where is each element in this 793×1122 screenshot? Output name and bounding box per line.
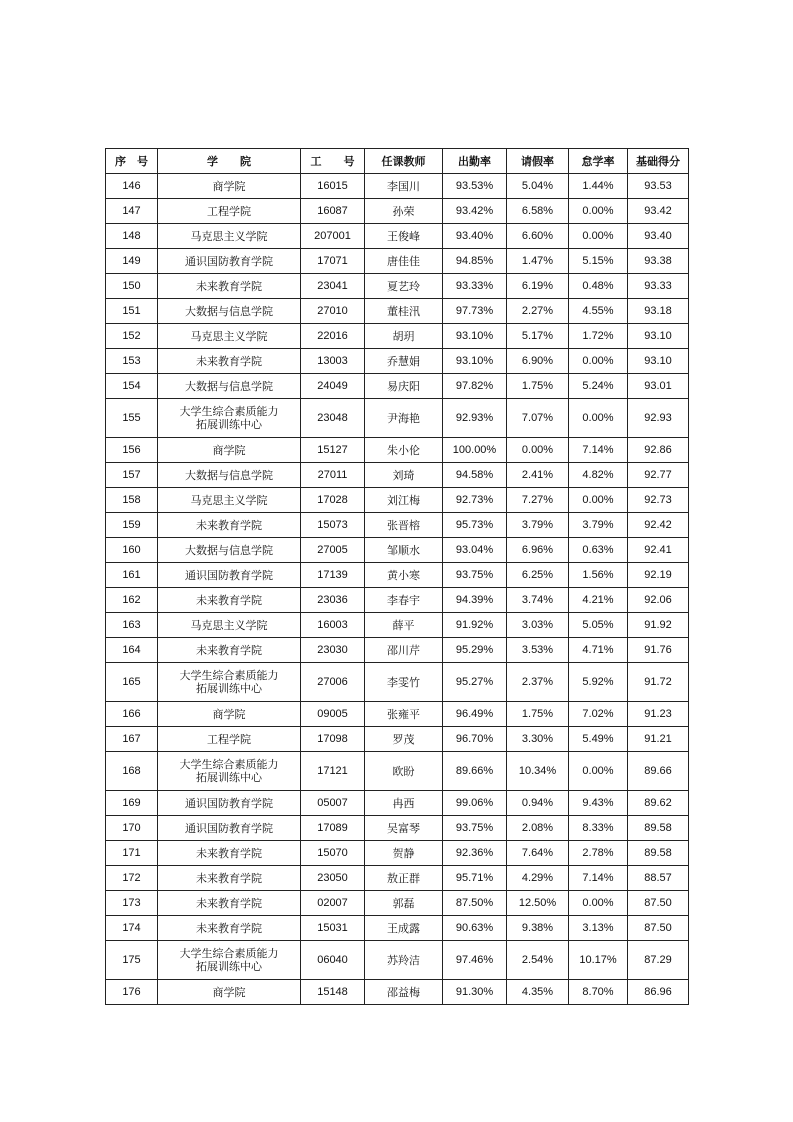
cell-attendance-rate: 92.93% xyxy=(443,399,507,438)
cell-college: 商学院 xyxy=(158,174,301,199)
table-row xyxy=(106,463,689,488)
cell-leave-rate: 0.94% xyxy=(507,791,569,816)
cell-employee-id: 15031 xyxy=(301,916,365,941)
cell-teacher: 苏羚洁 xyxy=(365,941,443,980)
cell-base-score: 92.42 xyxy=(628,513,689,538)
cell-idx: 166 xyxy=(106,702,158,727)
cell-attendance-rate: 100.00% xyxy=(443,438,507,463)
table-body xyxy=(106,174,689,1005)
cell-base-score: 89.62 xyxy=(628,791,689,816)
cell-college: 大数据与信息学院 xyxy=(158,374,301,399)
cell-teacher: 张晋榕 xyxy=(365,513,443,538)
cell-base-score: 93.18 xyxy=(628,299,689,324)
table-row xyxy=(106,563,689,588)
table-row xyxy=(106,324,689,349)
table-row xyxy=(106,727,689,752)
cell-attendance-rate: 96.70% xyxy=(443,727,507,752)
cell-employee-id: 09005 xyxy=(301,702,365,727)
cell-attendance-rate: 92.36% xyxy=(443,841,507,866)
cell-idx: 167 xyxy=(106,727,158,752)
cell-truancy-rate: 1.72% xyxy=(569,324,628,349)
table-row xyxy=(106,399,689,438)
cell-employee-id: 05007 xyxy=(301,791,365,816)
table-row xyxy=(106,980,689,1005)
table-row xyxy=(106,638,689,663)
cell-employee-id: 15070 xyxy=(301,841,365,866)
cell-leave-rate: 3.79% xyxy=(507,513,569,538)
cell-truancy-rate: 0.00% xyxy=(569,891,628,916)
cell-base-score: 93.33 xyxy=(628,274,689,299)
table-row xyxy=(106,816,689,841)
cell-truancy-rate: 0.00% xyxy=(569,488,628,513)
cell-teacher: 胡玥 xyxy=(365,324,443,349)
cell-teacher: 吴富琴 xyxy=(365,816,443,841)
cell-truancy-rate: 7.02% xyxy=(569,702,628,727)
cell-teacher: 乔慧娟 xyxy=(365,349,443,374)
cell-leave-rate: 1.75% xyxy=(507,702,569,727)
cell-employee-id: 23041 xyxy=(301,274,365,299)
cell-truancy-rate: 4.71% xyxy=(569,638,628,663)
cell-attendance-rate: 93.04% xyxy=(443,538,507,563)
college-line-1: 大学生综合素质能力 xyxy=(179,405,279,418)
cell-teacher: 刘琦 xyxy=(365,463,443,488)
cell-idx: 164 xyxy=(106,638,158,663)
cell-base-score: 89.58 xyxy=(628,816,689,841)
cell-truancy-rate: 0.63% xyxy=(569,538,628,563)
cell-truancy-rate: 3.79% xyxy=(569,513,628,538)
cell-attendance-rate: 95.29% xyxy=(443,638,507,663)
cell-college: 工程学院 xyxy=(158,727,301,752)
cell-truancy-rate: 1.56% xyxy=(569,563,628,588)
cell-college: 未来教育学院 xyxy=(158,588,301,613)
cell-truancy-rate: 7.14% xyxy=(569,438,628,463)
cell-leave-rate: 1.75% xyxy=(507,374,569,399)
cell-college: 通识国防教育学院 xyxy=(158,816,301,841)
cell-truancy-rate: 7.14% xyxy=(569,866,628,891)
cell-teacher: 夏艺玲 xyxy=(365,274,443,299)
cell-college: 未来教育学院 xyxy=(158,841,301,866)
cell-leave-rate: 4.29% xyxy=(507,866,569,891)
header-truancy: 怠学率 xyxy=(569,149,628,174)
cell-teacher: 唐佳佳 xyxy=(365,249,443,274)
cell-teacher: 黄小寒 xyxy=(365,563,443,588)
cell-attendance-rate: 93.33% xyxy=(443,274,507,299)
cell-employee-id: 22016 xyxy=(301,324,365,349)
cell-truancy-rate: 5.15% xyxy=(569,249,628,274)
table-row xyxy=(106,588,689,613)
cell-college: 马克思主义学院 xyxy=(158,324,301,349)
cell-idx: 159 xyxy=(106,513,158,538)
cell-college: 未来教育学院 xyxy=(158,891,301,916)
cell-idx: 176 xyxy=(106,980,158,1005)
table-header-row xyxy=(106,149,689,174)
cell-idx: 152 xyxy=(106,324,158,349)
cell-leave-rate: 3.53% xyxy=(507,638,569,663)
cell-idx: 165 xyxy=(106,663,158,702)
cell-teacher: 欧盼 xyxy=(365,752,443,791)
cell-attendance-rate: 91.30% xyxy=(443,980,507,1005)
table-row xyxy=(106,374,689,399)
table-row xyxy=(106,791,689,816)
cell-college: 未来教育学院 xyxy=(158,274,301,299)
cell-truancy-rate: 0.00% xyxy=(569,349,628,374)
cell-college: 未来教育学院 xyxy=(158,866,301,891)
cell-idx: 149 xyxy=(106,249,158,274)
cell-college: 商学院 xyxy=(158,980,301,1005)
cell-attendance-rate: 93.75% xyxy=(443,563,507,588)
cell-idx: 173 xyxy=(106,891,158,916)
college-line-1: 大学生综合素质能力 xyxy=(179,758,279,771)
table-row xyxy=(106,941,689,980)
cell-idx: 172 xyxy=(106,866,158,891)
cell-leave-rate: 2.54% xyxy=(507,941,569,980)
cell-truancy-rate: 2.78% xyxy=(569,841,628,866)
cell-truancy-rate: 8.70% xyxy=(569,980,628,1005)
cell-employee-id: 02007 xyxy=(301,891,365,916)
cell-leave-rate: 6.25% xyxy=(507,563,569,588)
cell-attendance-rate: 97.46% xyxy=(443,941,507,980)
cell-attendance-rate: 96.49% xyxy=(443,702,507,727)
cell-employee-id: 23030 xyxy=(301,638,365,663)
table-row xyxy=(106,702,689,727)
cell-college: 商学院 xyxy=(158,702,301,727)
cell-base-score: 91.21 xyxy=(628,727,689,752)
cell-attendance-rate: 94.39% xyxy=(443,588,507,613)
cell-teacher: 李国川 xyxy=(365,174,443,199)
cell-employee-id: 23050 xyxy=(301,866,365,891)
table-row xyxy=(106,663,689,702)
cell-base-score: 93.10 xyxy=(628,349,689,374)
cell-college: 通识国防教育学院 xyxy=(158,249,301,274)
cell-idx: 171 xyxy=(106,841,158,866)
cell-employee-id: 24049 xyxy=(301,374,365,399)
cell-employee-id: 23036 xyxy=(301,588,365,613)
cell-teacher: 邹顺水 xyxy=(365,538,443,563)
cell-employee-id: 27010 xyxy=(301,299,365,324)
cell-idx: 146 xyxy=(106,174,158,199)
cell-base-score: 87.50 xyxy=(628,916,689,941)
cell-truancy-rate: 3.13% xyxy=(569,916,628,941)
cell-teacher: 罗茂 xyxy=(365,727,443,752)
cell-idx: 150 xyxy=(106,274,158,299)
cell-base-score: 93.10 xyxy=(628,324,689,349)
cell-leave-rate: 4.35% xyxy=(507,980,569,1005)
cell-idx: 162 xyxy=(106,588,158,613)
cell-employee-id: 207001 xyxy=(301,224,365,249)
cell-leave-rate: 5.04% xyxy=(507,174,569,199)
cell-teacher: 邵益梅 xyxy=(365,980,443,1005)
cell-base-score: 93.42 xyxy=(628,199,689,224)
cell-employee-id: 06040 xyxy=(301,941,365,980)
cell-idx: 161 xyxy=(106,563,158,588)
cell-employee-id: 17139 xyxy=(301,563,365,588)
cell-college: 马克思主义学院 xyxy=(158,224,301,249)
cell-base-score: 87.50 xyxy=(628,891,689,916)
cell-employee-id: 17098 xyxy=(301,727,365,752)
cell-employee-id: 15073 xyxy=(301,513,365,538)
cell-truancy-rate: 1.44% xyxy=(569,174,628,199)
cell-base-score: 92.93 xyxy=(628,399,689,438)
cell-college: 马克思主义学院 xyxy=(158,613,301,638)
cell-attendance-rate: 95.71% xyxy=(443,866,507,891)
cell-leave-rate: 3.30% xyxy=(507,727,569,752)
cell-college: 大数据与信息学院 xyxy=(158,538,301,563)
cell-leave-rate: 10.34% xyxy=(507,752,569,791)
cell-attendance-rate: 93.42% xyxy=(443,199,507,224)
table-row xyxy=(106,299,689,324)
cell-truancy-rate: 4.82% xyxy=(569,463,628,488)
header-idx: 序 号 xyxy=(106,149,158,174)
table-row xyxy=(106,752,689,791)
college-line-1: 大学生综合素质能力 xyxy=(179,947,279,960)
cell-teacher: 李春宇 xyxy=(365,588,443,613)
cell-base-score: 93.38 xyxy=(628,249,689,274)
table-row xyxy=(106,224,689,249)
cell-base-score: 92.77 xyxy=(628,463,689,488)
cell-attendance-rate: 97.73% xyxy=(443,299,507,324)
cell-teacher: 易庆阳 xyxy=(365,374,443,399)
table-row xyxy=(106,249,689,274)
cell-college: 大数据与信息学院 xyxy=(158,463,301,488)
cell-base-score: 92.86 xyxy=(628,438,689,463)
cell-truancy-rate: 5.49% xyxy=(569,727,628,752)
cell-college: 未来教育学院 xyxy=(158,638,301,663)
cell-college xyxy=(158,941,301,980)
cell-leave-rate: 9.38% xyxy=(507,916,569,941)
cell-employee-id: 13003 xyxy=(301,349,365,374)
cell-truancy-rate: 5.24% xyxy=(569,374,628,399)
cell-base-score: 93.53 xyxy=(628,174,689,199)
table-row xyxy=(106,349,689,374)
cell-idx: 147 xyxy=(106,199,158,224)
cell-employee-id: 23048 xyxy=(301,399,365,438)
header-leave: 请假率 xyxy=(507,149,569,174)
cell-college xyxy=(158,663,301,702)
cell-base-score: 89.58 xyxy=(628,841,689,866)
cell-leave-rate: 6.96% xyxy=(507,538,569,563)
cell-attendance-rate: 94.58% xyxy=(443,463,507,488)
cell-attendance-rate: 89.66% xyxy=(443,752,507,791)
table-row xyxy=(106,513,689,538)
table-row xyxy=(106,916,689,941)
cell-college: 未来教育学院 xyxy=(158,349,301,374)
table-row xyxy=(106,199,689,224)
cell-teacher: 邵川芹 xyxy=(365,638,443,663)
cell-truancy-rate: 4.21% xyxy=(569,588,628,613)
cell-base-score: 89.66 xyxy=(628,752,689,791)
cell-attendance-rate: 95.73% xyxy=(443,513,507,538)
cell-base-score: 86.96 xyxy=(628,980,689,1005)
cell-attendance-rate: 87.50% xyxy=(443,891,507,916)
cell-attendance-rate: 93.53% xyxy=(443,174,507,199)
cell-idx: 148 xyxy=(106,224,158,249)
cell-teacher: 冉西 xyxy=(365,791,443,816)
cell-employee-id: 27006 xyxy=(301,663,365,702)
cell-leave-rate: 2.08% xyxy=(507,816,569,841)
table-row xyxy=(106,891,689,916)
cell-truancy-rate: 0.00% xyxy=(569,399,628,438)
cell-attendance-rate: 92.73% xyxy=(443,488,507,513)
college-line-2: 拓展训练中心 xyxy=(196,682,262,695)
cell-idx: 163 xyxy=(106,613,158,638)
cell-teacher: 薛平 xyxy=(365,613,443,638)
college-line-2: 拓展训练中心 xyxy=(196,960,262,973)
cell-attendance-rate: 90.63% xyxy=(443,916,507,941)
cell-truancy-rate: 5.05% xyxy=(569,613,628,638)
table-row xyxy=(106,538,689,563)
header-teacher: 任课教师 xyxy=(365,149,443,174)
cell-college xyxy=(158,399,301,438)
table-row xyxy=(106,274,689,299)
college-line-1: 大学生综合素质能力 xyxy=(179,669,279,682)
cell-teacher: 王成露 xyxy=(365,916,443,941)
cell-leave-rate: 12.50% xyxy=(507,891,569,916)
header-id: 工 号 xyxy=(301,149,365,174)
cell-teacher: 郭磊 xyxy=(365,891,443,916)
cell-teacher: 孙荣 xyxy=(365,199,443,224)
cell-base-score: 92.19 xyxy=(628,563,689,588)
cell-truancy-rate: 8.33% xyxy=(569,816,628,841)
cell-idx: 168 xyxy=(106,752,158,791)
cell-leave-rate: 7.07% xyxy=(507,399,569,438)
cell-attendance-rate: 95.27% xyxy=(443,663,507,702)
cell-leave-rate: 0.00% xyxy=(507,438,569,463)
table-row xyxy=(106,841,689,866)
cell-teacher: 董桂汛 xyxy=(365,299,443,324)
cell-idx: 158 xyxy=(106,488,158,513)
cell-college: 大数据与信息学院 xyxy=(158,299,301,324)
college-line-2: 拓展训练中心 xyxy=(196,771,262,784)
cell-base-score: 92.73 xyxy=(628,488,689,513)
college-line-2: 拓展训练中心 xyxy=(196,418,262,431)
cell-truancy-rate: 0.00% xyxy=(569,752,628,791)
cell-leave-rate: 6.60% xyxy=(507,224,569,249)
cell-idx: 154 xyxy=(106,374,158,399)
cell-attendance-rate: 97.82% xyxy=(443,374,507,399)
cell-college: 马克思主义学院 xyxy=(158,488,301,513)
cell-base-score: 87.29 xyxy=(628,941,689,980)
cell-idx: 175 xyxy=(106,941,158,980)
cell-leave-rate: 2.41% xyxy=(507,463,569,488)
cell-leave-rate: 6.19% xyxy=(507,274,569,299)
cell-leave-rate: 1.47% xyxy=(507,249,569,274)
table-row xyxy=(106,866,689,891)
cell-base-score: 93.01 xyxy=(628,374,689,399)
cell-base-score: 91.76 xyxy=(628,638,689,663)
cell-attendance-rate: 91.92% xyxy=(443,613,507,638)
cell-base-score: 92.41 xyxy=(628,538,689,563)
header-attendance: 出勤率 xyxy=(443,149,507,174)
cell-leave-rate: 5.17% xyxy=(507,324,569,349)
cell-teacher: 敖正群 xyxy=(365,866,443,891)
table-row xyxy=(106,438,689,463)
cell-employee-id: 17028 xyxy=(301,488,365,513)
cell-teacher: 张雍平 xyxy=(365,702,443,727)
cell-idx: 156 xyxy=(106,438,158,463)
header-college: 学 院 xyxy=(158,149,301,174)
cell-leave-rate: 2.37% xyxy=(507,663,569,702)
cell-base-score: 93.40 xyxy=(628,224,689,249)
cell-college: 通识国防教育学院 xyxy=(158,791,301,816)
cell-idx: 155 xyxy=(106,399,158,438)
cell-leave-rate: 3.03% xyxy=(507,613,569,638)
cell-attendance-rate: 93.75% xyxy=(443,816,507,841)
cell-truancy-rate: 9.43% xyxy=(569,791,628,816)
cell-college: 未来教育学院 xyxy=(158,916,301,941)
cell-idx: 153 xyxy=(106,349,158,374)
cell-truancy-rate: 10.17% xyxy=(569,941,628,980)
cell-base-score: 91.23 xyxy=(628,702,689,727)
cell-teacher: 朱小伦 xyxy=(365,438,443,463)
cell-idx: 174 xyxy=(106,916,158,941)
cell-employee-id: 27005 xyxy=(301,538,365,563)
table-row xyxy=(106,174,689,199)
cell-base-score: 92.06 xyxy=(628,588,689,613)
header-score: 基础得分 xyxy=(628,149,689,174)
cell-college xyxy=(158,752,301,791)
cell-attendance-rate: 93.10% xyxy=(443,324,507,349)
cell-leave-rate: 2.27% xyxy=(507,299,569,324)
cell-attendance-rate: 94.85% xyxy=(443,249,507,274)
cell-truancy-rate: 0.00% xyxy=(569,224,628,249)
cell-leave-rate: 6.90% xyxy=(507,349,569,374)
cell-employee-id: 17071 xyxy=(301,249,365,274)
cell-idx: 157 xyxy=(106,463,158,488)
cell-teacher: 刘江梅 xyxy=(365,488,443,513)
cell-leave-rate: 6.58% xyxy=(507,199,569,224)
table-row xyxy=(106,613,689,638)
cell-leave-rate: 7.64% xyxy=(507,841,569,866)
teacher-attendance-table xyxy=(105,148,689,1005)
cell-college: 工程学院 xyxy=(158,199,301,224)
cell-teacher: 尹海艳 xyxy=(365,399,443,438)
cell-employee-id: 15148 xyxy=(301,980,365,1005)
cell-truancy-rate: 4.55% xyxy=(569,299,628,324)
cell-leave-rate: 7.27% xyxy=(507,488,569,513)
cell-employee-id: 27011 xyxy=(301,463,365,488)
cell-base-score: 88.57 xyxy=(628,866,689,891)
cell-idx: 151 xyxy=(106,299,158,324)
cell-attendance-rate: 93.10% xyxy=(443,349,507,374)
cell-idx: 169 xyxy=(106,791,158,816)
cell-base-score: 91.72 xyxy=(628,663,689,702)
cell-truancy-rate: 0.48% xyxy=(569,274,628,299)
cell-employee-id: 16087 xyxy=(301,199,365,224)
cell-leave-rate: 3.74% xyxy=(507,588,569,613)
cell-attendance-rate: 99.06% xyxy=(443,791,507,816)
cell-truancy-rate: 0.00% xyxy=(569,199,628,224)
cell-college: 商学院 xyxy=(158,438,301,463)
cell-idx: 170 xyxy=(106,816,158,841)
cell-employee-id: 15127 xyxy=(301,438,365,463)
cell-teacher: 李雯竹 xyxy=(365,663,443,702)
cell-employee-id: 17089 xyxy=(301,816,365,841)
cell-idx: 160 xyxy=(106,538,158,563)
cell-truancy-rate: 5.92% xyxy=(569,663,628,702)
cell-teacher: 王俊峰 xyxy=(365,224,443,249)
cell-employee-id: 17121 xyxy=(301,752,365,791)
cell-attendance-rate: 93.40% xyxy=(443,224,507,249)
cell-employee-id: 16003 xyxy=(301,613,365,638)
cell-college: 通识国防教育学院 xyxy=(158,563,301,588)
cell-employee-id: 16015 xyxy=(301,174,365,199)
cell-base-score: 91.92 xyxy=(628,613,689,638)
table-row xyxy=(106,488,689,513)
cell-teacher: 贺静 xyxy=(365,841,443,866)
cell-college: 未来教育学院 xyxy=(158,513,301,538)
